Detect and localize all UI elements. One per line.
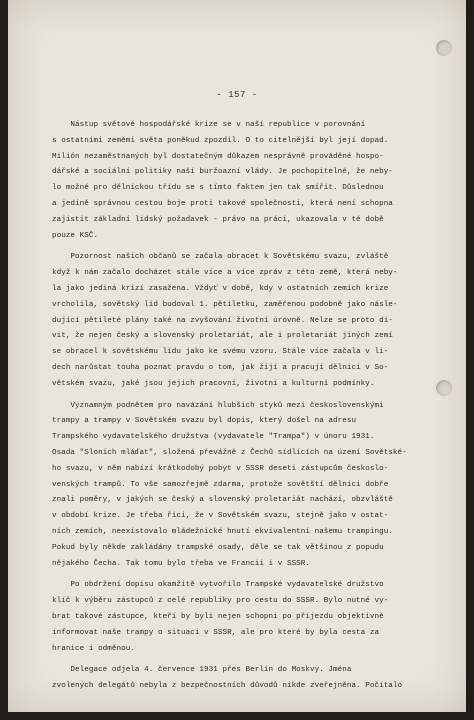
text-line: hranice i odměnou. — [52, 644, 135, 653]
paragraph — [52, 250, 440, 392]
document-page — [8, 0, 466, 712]
text-line: nějakého Čecha. Tak tomu bylo třeba ve Francii i v SSSR. — [52, 559, 310, 568]
body-text — [52, 118, 440, 701]
paragraph — [52, 578, 440, 657]
text-line: la jako jediná krizí zasažena. Vždyť v době, kdy v ostatních zemích krize — [52, 284, 389, 293]
text-line: dující pětileté plány také na zvyšování životní úrovně. Nelze se proto di- — [52, 316, 393, 325]
text-line: zvolených delegátů nebyla z bezpečnostních důvodů nikde zveřejněna. Počítalo — [52, 682, 403, 691]
text-line: venských trampů. To vše samozřejmě zdarma, protože sovětští dělníci dobře — [52, 480, 389, 489]
text-line: Nástup světové hospodářské krize se v naší republice v porovnání — [52, 121, 366, 129]
text-line: Pozornost našich občanů se začala obracet k Sovětskému svazu, zvláště — [52, 253, 389, 262]
punch-hole — [436, 40, 452, 56]
text-line: dářské a sociální politiky naší buržoazní vlády. Je pochopitelné, že neby- — [52, 168, 393, 177]
text-line: Milión nezaměstnaných byl dostatečným důkazem nesprávně prováděné hospo- — [52, 152, 384, 161]
text-line: a jedině správnou cestou boje proti takové společnosti, která není schopna — [52, 199, 393, 208]
text-line: když k nám začalo docházet stále více a více zpráv z této země, která neby- — [52, 269, 398, 278]
text-line: znali poměry, v jakých se český a slovenský proletariát nachází, obzvláště — [52, 496, 393, 505]
paragraph — [52, 118, 440, 244]
text-line: s ostatními zeměmi světa poněkud zpozdil. O to citelnější byl její dopad. — [52, 136, 389, 145]
text-line: pouze KSČ. — [52, 231, 99, 240]
text-line: informovat naše trampy o situaci v SSSR, ale pro které by byla cesta za — [52, 628, 380, 637]
text-line: Po obdržení dopisu okamžitě vytvořilo Trampské vydavatelské družstvo — [52, 581, 384, 590]
text-line: Pokud byly někde zakládány trampské osady, děle se tak většinou z popudu — [52, 543, 384, 552]
text-line: brat takové zástupce, kteří by byli nejen schopni po příjezdu objektivně — [52, 612, 384, 621]
text-line: Trampského vydavatelského družstva (vydavatele "Trampa") v únoru 1931. — [52, 433, 375, 442]
text-line: klíč k výběru zástupců z celé republiky pro cestu do SSSR. Bylo nutné vy- — [52, 597, 389, 606]
text-line: ních zemích, neexistovalo mládežnické hnutí ekvivalentní našemu trampingu. — [52, 527, 393, 536]
text-line: dech narůstat touha poznat pravdu o tom, jak žijí a pracují dělníci v So- — [52, 363, 389, 372]
text-line: v období krize. Je třeba říci, že v Sovětském svazu, stejně jako v ostat- — [52, 512, 389, 521]
paragraph — [52, 399, 440, 573]
text-line: zajistit základní lidský požadavek - právo na práci, ukazovala v té době — [52, 215, 384, 224]
text-line: trampy a trampy v Sovětském svazu byl dopis, který došel na adresu — [52, 417, 357, 426]
text-line: vit, že nejen český a slovenský proletariát, ale i proletariát jiných zemí — [52, 332, 393, 341]
text-line: větském svazu, jaké jsou jejich pracovní, životní a kulturní podmínky. — [52, 379, 375, 388]
text-line: Významným podnětem pro navázání hlubších styků mezi československými — [52, 401, 384, 410]
text-line: se obracel k sovětskému lidu jako ke svému vzoru. Stále více začala v li- — [52, 348, 389, 357]
page-number: - 157 - — [216, 90, 258, 100]
text-line: Delegace odjela 4. července 1931 přes Berlín do Moskvy. Jména — [52, 666, 352, 675]
text-line: lo možné pro dělnickou třídu se s tímto faktem jen tak smířit. Důslednou — [52, 184, 384, 193]
text-line: vrcholila, sovětský lid budoval 1. pětiletku, zaměřenou podobně jako násle- — [52, 300, 398, 309]
text-line: ho svazu, v něm nabízí krátkodobý pobyt v SSSR deseti zástupcům českoslo- — [52, 464, 389, 473]
paragraph — [52, 663, 440, 695]
text-line: Osada "Sloních mláďat", složená převážně z Čechů sídlících na území Sovětské- — [52, 448, 407, 457]
